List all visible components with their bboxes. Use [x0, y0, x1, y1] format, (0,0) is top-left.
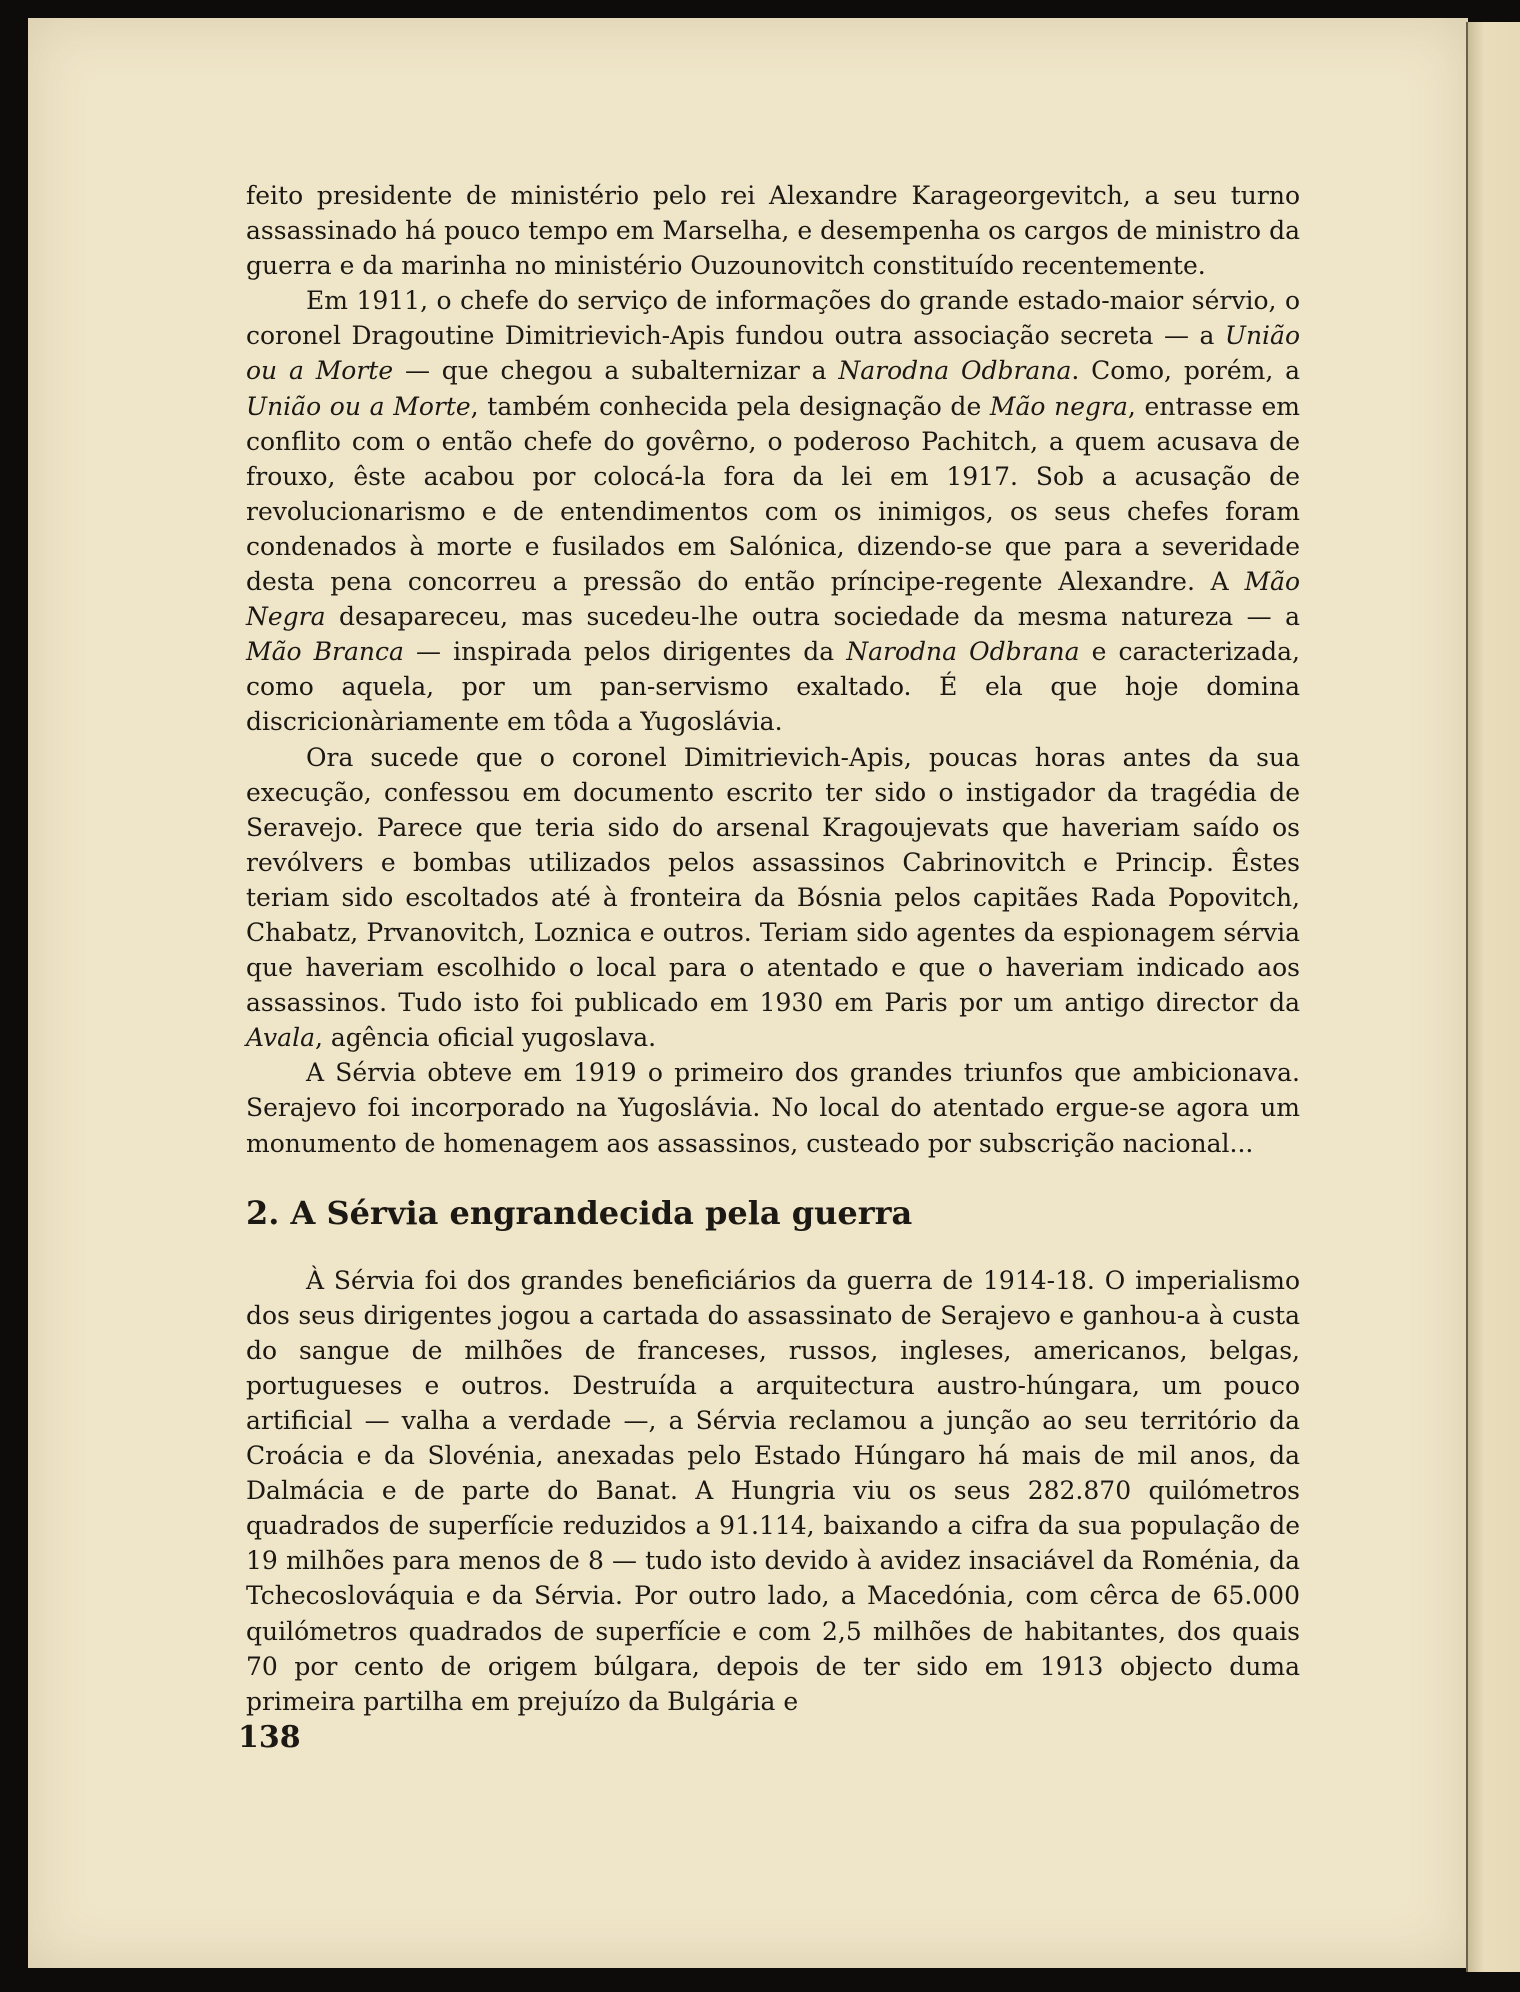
paragraph-continuation: feito presidente de ministério pelo rei Alexandre Karageorgevitch, a seu turno assassinado há pouco tempo em Marselha, e desempenha os cargos de ministro da guerra e da marinha no ministério Ouzounovitch constituído recentemente. [246, 181, 1300, 281]
paragraph-dimitrievich-confession: Ora sucede que o coronel Dimitrievich-Apis, poucas horas antes da sua execução, confessou em documento escrito ter sido o instigador da tragédia de Seravejo. Parece que teria sido do arsenal Kragoujevats que haveriam saído os revólvers e bombas utilizados pelos assassinos Cabrinovitch e Princip. Êstes teriam sido escoltados até à fronteira da Bósnia pelos capitães Rada Popovitch, Chabatz, Prvanovitch, Loznica e outros. Teriam sido agentes da espionagem sérvia que haveriam escolhido o local para o atentado e que o haveriam indicado aos assassinos. Tudo isto foi publicado em 1930 em Paris por um antigo director da Avala, agência oficial yugoslava. [246, 742, 1300, 1053]
body-text [246, 178, 1300, 1719]
page-number: 138 [238, 1720, 301, 1755]
paragraph-uniao-ou-a-morte: Em 1911, o chefe do serviço de informações do grande estado-maior sérvio, o coronel Dragoutine Dimitrievich-Apis fundou outra associação secreta — a União ou a Morte — que chegou a subalternizar a Narodna Odbrana. Como, porém, a União ou a Morte, também conhecida pela designação de Mão negra, entrasse em conflito com o então chefe do govêrno, o poderoso Pachitch, a quem acusava de frouxo, êste acabou por colocá-la fora da lei em 1917. Sob a acusação de revolucionarismo e de entendimentos com os inimigos, os seus chefes foram condenados à morte e fusilados em Salónica, dizendo-se que para a severidade desta pena concorreu a pressão do então príncipe-regente Alexandre. A Mão Negra desapareceu, mas sucedeu-lhe outra sociedade da mesma natureza — a Mão Branca — inspirada pelos dirigentes da Narodna Odbrana e caracterizada, como aquela, por um pan-servismo exaltado. É ela que hoje domina discricionàriamente em tôda a Yugoslávia. [246, 286, 1301, 737]
paragraph-triumph-1919: A Sérvia obteve em 1919 o primeiro dos grandes triunfos que ambicionava. Serajevo foi incorporado na Yugoslávia. No local do atentado ergue-se agora um monumento de homenagem aos assassinos, custeado por subscrição nacional... [246, 1058, 1300, 1158]
section-heading: 2. A Sérvia engrandecida pela guerra [246, 1193, 913, 1232]
page-edge-shadow [1466, 22, 1520, 1972]
paragraph-servia-beneficiaria: À Sérvia foi dos grandes beneficiários da guerra de 1914-18. O imperialismo dos seus dirigentes jogou a cartada do assassinato de Serajevo e ganhou-a à custa do sangue de milhões de franceses, russos, ingleses, americanos, belgas, portugueses e outros. Destruída a arquitectura austro-húngara, um pouco artificial — valha a verdade —, a Sérvia reclamou a junção ao seu território da Croácia e da Slovénia, anexadas pelo Estado Húngaro há mais de mil anos, da Dalmácia e de parte do Banat. A Hungria viu os seus 282.870 quilómetros quadrados de superfície reduzidos a 91.114, baixando a cifra da sua população de 19 milhões para menos de 8 — tudo isto devido à avidez insaciável da Roménia, da Tchecoslováquia e da Sérvia. Por outro lado, a Macedónia, com cêrca de 65.000 quilómetros quadrados de superfície e com 2,5 milhões de habitantes, dos quais 70 por cento de origem búlgara, depois de ter sido em 1913 objecto duma primeira partilha em prejuízo da Bulgária e [246, 1265, 1300, 1716]
